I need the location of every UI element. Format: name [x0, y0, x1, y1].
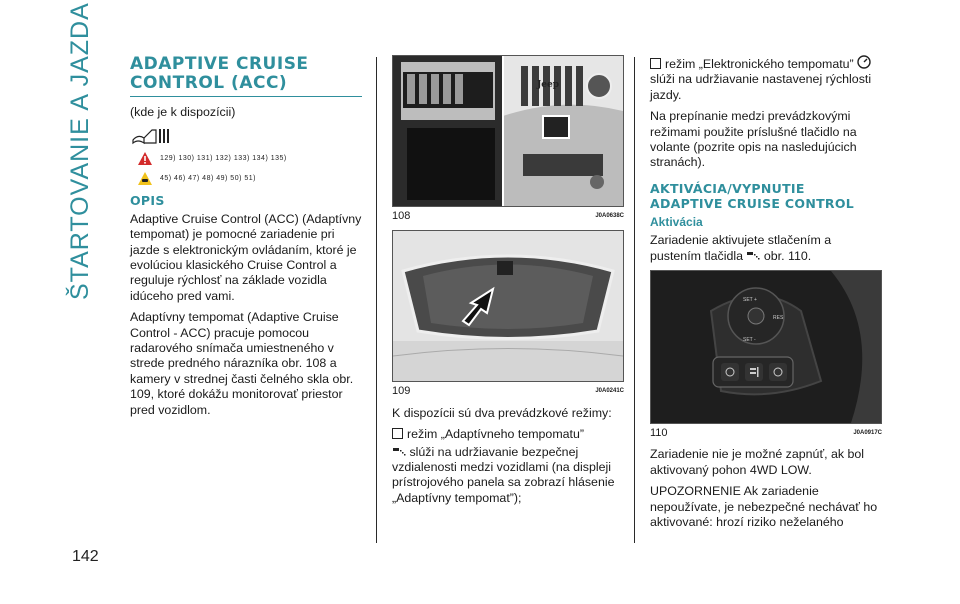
right-column — [650, 55, 882, 537]
availability-note: (kde je k dispozícii) — [130, 105, 236, 119]
mode-adaptive-text: slúži na udržiavanie bezpečnej vzdialenosti medzi vozidlami (na displeji prístrojového panela sa zobrazí hlásenie „Adaptívny tempomat”); — [392, 444, 615, 505]
acc-distance-icon — [746, 251, 760, 261]
bullet-box-icon — [650, 58, 661, 69]
set-plus-button-label: SET + — [743, 297, 757, 304]
page-number: 142 — [72, 548, 99, 565]
description-paragraph: Adaptive Cruise Control (ACC) (Adaptívny tempomat) je pomocné zariadenie pri jazde s elektronickým ovládaním, ktoré je evolúciou klasického Cruise Control a reguluje rýchlosť na základe vozidla idúceho pred vami. — [130, 211, 362, 303]
front-bumper-illustration — [393, 56, 623, 206]
steering-wheel-illustration — [651, 271, 881, 423]
modes-intro: K dispozícii sú dva prevádzkové režimy: — [392, 405, 612, 420]
cruise-speedometer-icon — [857, 55, 871, 69]
set-minus-button-label: SET - — [743, 337, 756, 344]
warning-paragraph: UPOZORNENIE Ak zariadenie nepoužívate, je nebezpečné nechávať ho aktivované: hrozí riziko neželaného — [650, 484, 878, 530]
figure-110-steering-wheel-photo — [650, 270, 882, 424]
figure-109-caption: 109 J0A0241C — [392, 385, 624, 398]
mode-adaptive-title: režim „Adaptívneho tempomatu” — [392, 427, 624, 442]
mode-cruise-text: slúži na udržiavanie nastavenej rýchlosti jazdy. — [650, 72, 872, 102]
red-warning-references: 129) 130) 131) 132) 133) 134) 135) — [130, 151, 366, 167]
caution-car-triangle-icon — [138, 172, 152, 185]
chapter-side-title: ŠTARTOVANIE A JAZDA — [66, 2, 94, 300]
mode-cruise-title: režim „Elektronického tempomatu” — [650, 55, 882, 72]
4wd-low-paragraph: Zariadenie nie je možné zapnúť, ak bol aktivovaný pohon 4WD LOW. — [650, 447, 865, 477]
activation-paragraph: Zariadenie aktivujete stlačením a pustením tlačidla obr. 110. — [650, 233, 832, 263]
bullet-box-icon — [392, 428, 403, 439]
activation-heading: AKTIVÁCIA/VYPNUTIE ADAPTIVE CRUISE CONTROL — [650, 180, 855, 211]
activation-subheading: Aktivácia — [650, 214, 703, 229]
sensors-paragraph: Adaptívny tempomat (Adaptive Cruise Control - ACC) pracuje pomocou radarového snímača umiestneného v strede predného nárazníka obr. 108 a kamery v strednej časti čelného skla obr. 109, ktoré dokážu monitorovať priestor pred vozidlom. — [130, 310, 354, 417]
manual-reference-icon — [130, 126, 172, 146]
windshield-illustration — [393, 231, 623, 381]
grille-logo: Jeep — [537, 80, 560, 90]
yellow-warning-references: 45) 46) 47) 48) 49) 50) 51) — [130, 171, 366, 187]
res-button-label: RES — [773, 315, 784, 322]
figure-109-windshield-camera-photo — [392, 230, 624, 382]
figure-108-caption: 108 J0A0638C — [392, 210, 624, 222]
left-column — [130, 55, 366, 424]
switch-mode-paragraph: Na prepínanie medzi prevádzkovými režimami použite príslušné tlačidlo na volante (pozrite opis na nasledujúcich stranách). — [650, 109, 857, 170]
middle-column — [392, 55, 624, 512]
opis-heading: OPIS — [130, 192, 165, 208]
section-heading: ADAPTIVE CRUISE CONTROL (ACC) — [130, 55, 362, 97]
figure-110-caption: 110 J0A0917C — [650, 427, 882, 440]
figure-108-front-bumper-photo — [392, 55, 624, 207]
column-divider — [376, 57, 377, 543]
column-divider — [634, 57, 635, 543]
acc-distance-icon — [392, 447, 406, 457]
danger-triangle-icon — [138, 152, 152, 165]
